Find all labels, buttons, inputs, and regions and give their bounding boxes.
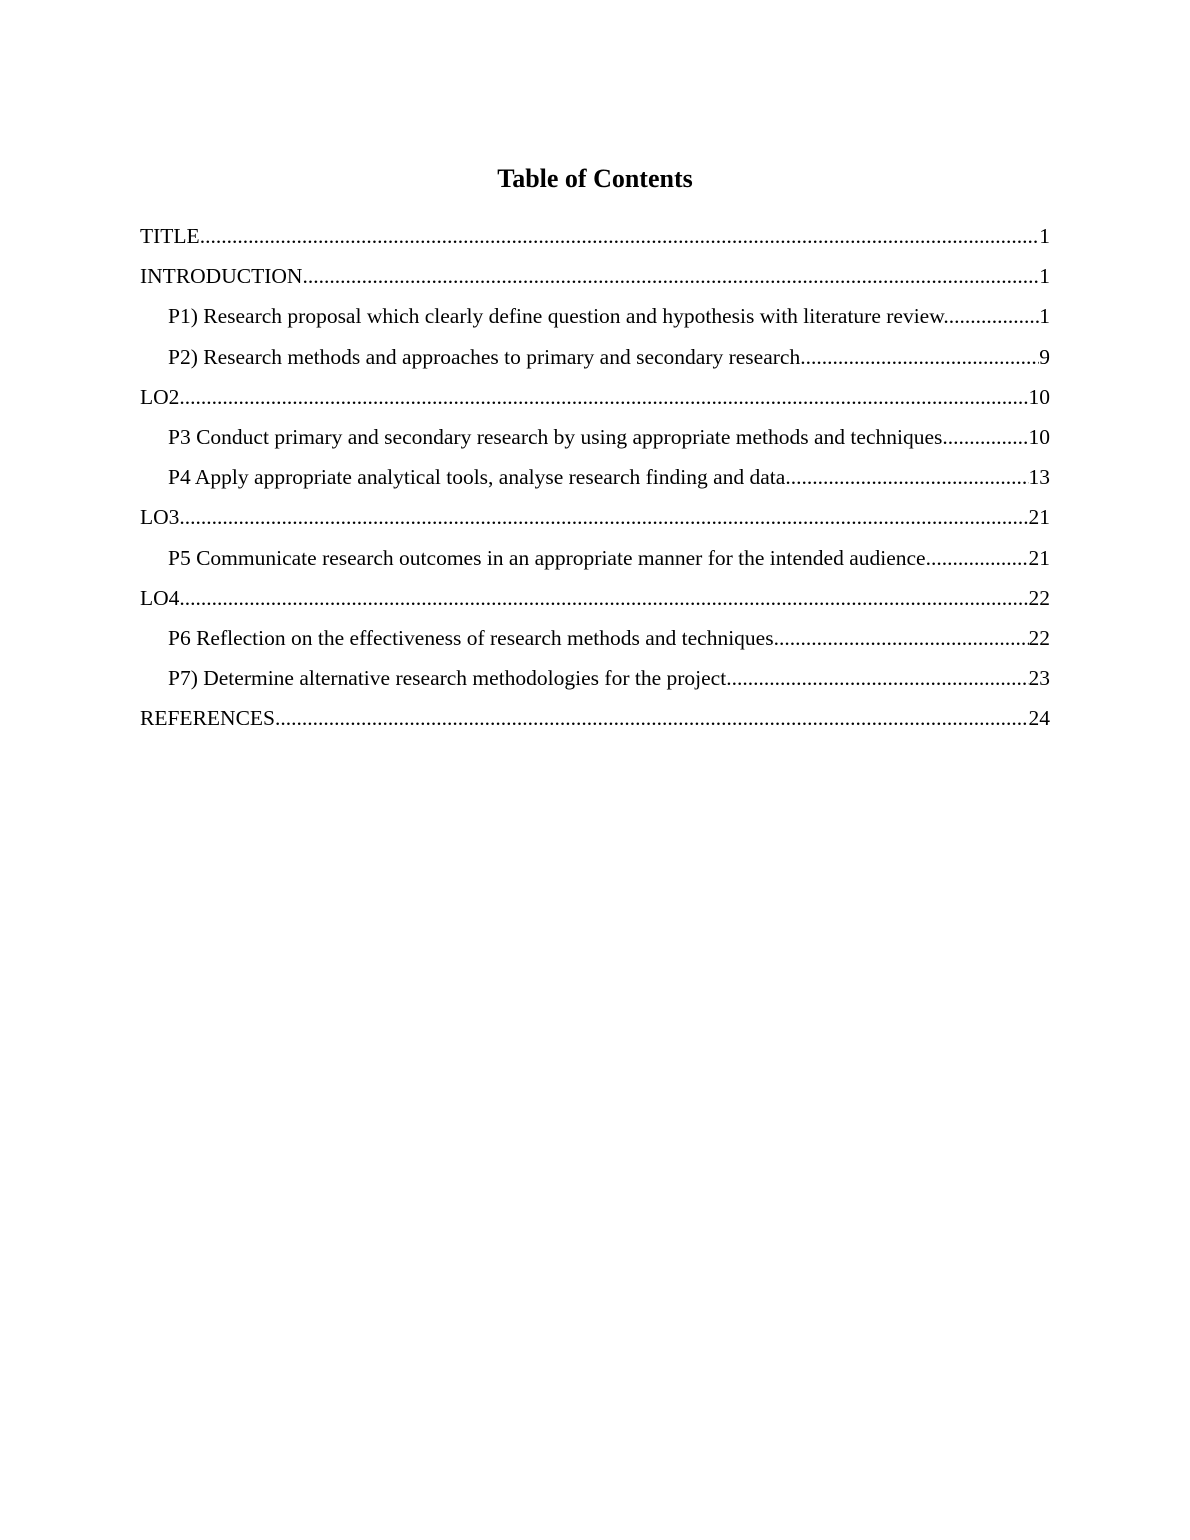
toc-entry-text: TITLE [140, 224, 200, 248]
toc-page-number: 13 [1028, 465, 1050, 490]
toc-entry-lo4[interactable] [140, 578, 1050, 618]
toc-leader-dots [779, 618, 1029, 658]
toc-entry-text: P2) Research methods and approaches to primary and secondary research. [168, 344, 806, 369]
toc-entry-introduction[interactable] [140, 256, 1050, 296]
toc-entry-text: P3 Conduct primary and secondary research by using appropriate methods and techniques [168, 424, 943, 449]
toc-leader-dots [200, 216, 1040, 256]
toc-entry-text: LO2 [140, 384, 180, 409]
toc-entry-text: REFERENCES [140, 706, 275, 731]
toc-entry-p2[interactable] [140, 337, 1050, 377]
toc-leader-dots [179, 377, 1028, 417]
toc-entry-title[interactable] [140, 216, 1050, 256]
toc-entry-p5[interactable] [140, 538, 1050, 578]
toc-leader-dots [726, 658, 1028, 698]
toc-entry-text: P6 Reflection on the effectiveness of research methods and techniques. [168, 625, 779, 650]
toc-entry-text: LO4 [140, 585, 180, 610]
toc-entry-text: P5 Communicate research outcomes in an appropriate manner for the intended audience [168, 545, 926, 570]
toc-page-number: 21 [1028, 505, 1050, 530]
toc-leader-dots [949, 296, 1040, 336]
toc-leader-dots [302, 256, 1039, 296]
toc-list [140, 216, 1050, 738]
toc-page-number: 24 [1028, 706, 1050, 731]
toc-page-number: 1 [1039, 304, 1050, 329]
toc-leader-dots [179, 578, 1028, 618]
toc-entry-text: P1) Research proposal which clearly define question and hypothesis with literature review. [168, 304, 949, 329]
toc-page-number: 10 [1028, 384, 1050, 409]
toc-entry-p4[interactable] [140, 457, 1050, 497]
toc-leader-dots [275, 698, 1029, 738]
toc-leader-dots [942, 417, 1028, 457]
toc-entry-text: P4 Apply appropriate analytical tools, analyse research finding and data. [168, 465, 791, 490]
toc-page-number: 21 [1028, 545, 1050, 570]
toc-entry-p3[interactable] [140, 417, 1050, 457]
toc-page-number: 10 [1028, 424, 1050, 449]
toc-leader-dots [179, 497, 1028, 537]
toc-entry-lo2[interactable] [140, 377, 1050, 417]
toc-heading: Table of Contents [497, 164, 693, 193]
toc-entry-text: LO3 [140, 505, 180, 530]
toc-leader-dots [806, 337, 1040, 377]
toc-page-number: 1 [1039, 224, 1050, 248]
toc-entry-text: P7) Determine alternative research methodologies for the project [168, 666, 727, 691]
toc-page-number: 23 [1028, 666, 1050, 691]
toc-leader-dots [926, 538, 1029, 578]
toc-entry-p7[interactable] [140, 658, 1050, 698]
toc-page-number: 1 [1039, 264, 1050, 289]
toc-entry-text: INTRODUCTION [140, 264, 303, 289]
toc-page-number: 9 [1039, 344, 1050, 369]
toc-entry-p1[interactable] [140, 296, 1050, 336]
toc-entry-p6[interactable] [140, 618, 1050, 658]
toc-entry-lo3[interactable] [140, 497, 1050, 537]
toc-leader-dots [791, 457, 1029, 497]
toc-page-number: 22 [1028, 625, 1050, 650]
toc-page-number: 22 [1028, 585, 1050, 610]
toc-entry-references[interactable] [140, 698, 1050, 738]
